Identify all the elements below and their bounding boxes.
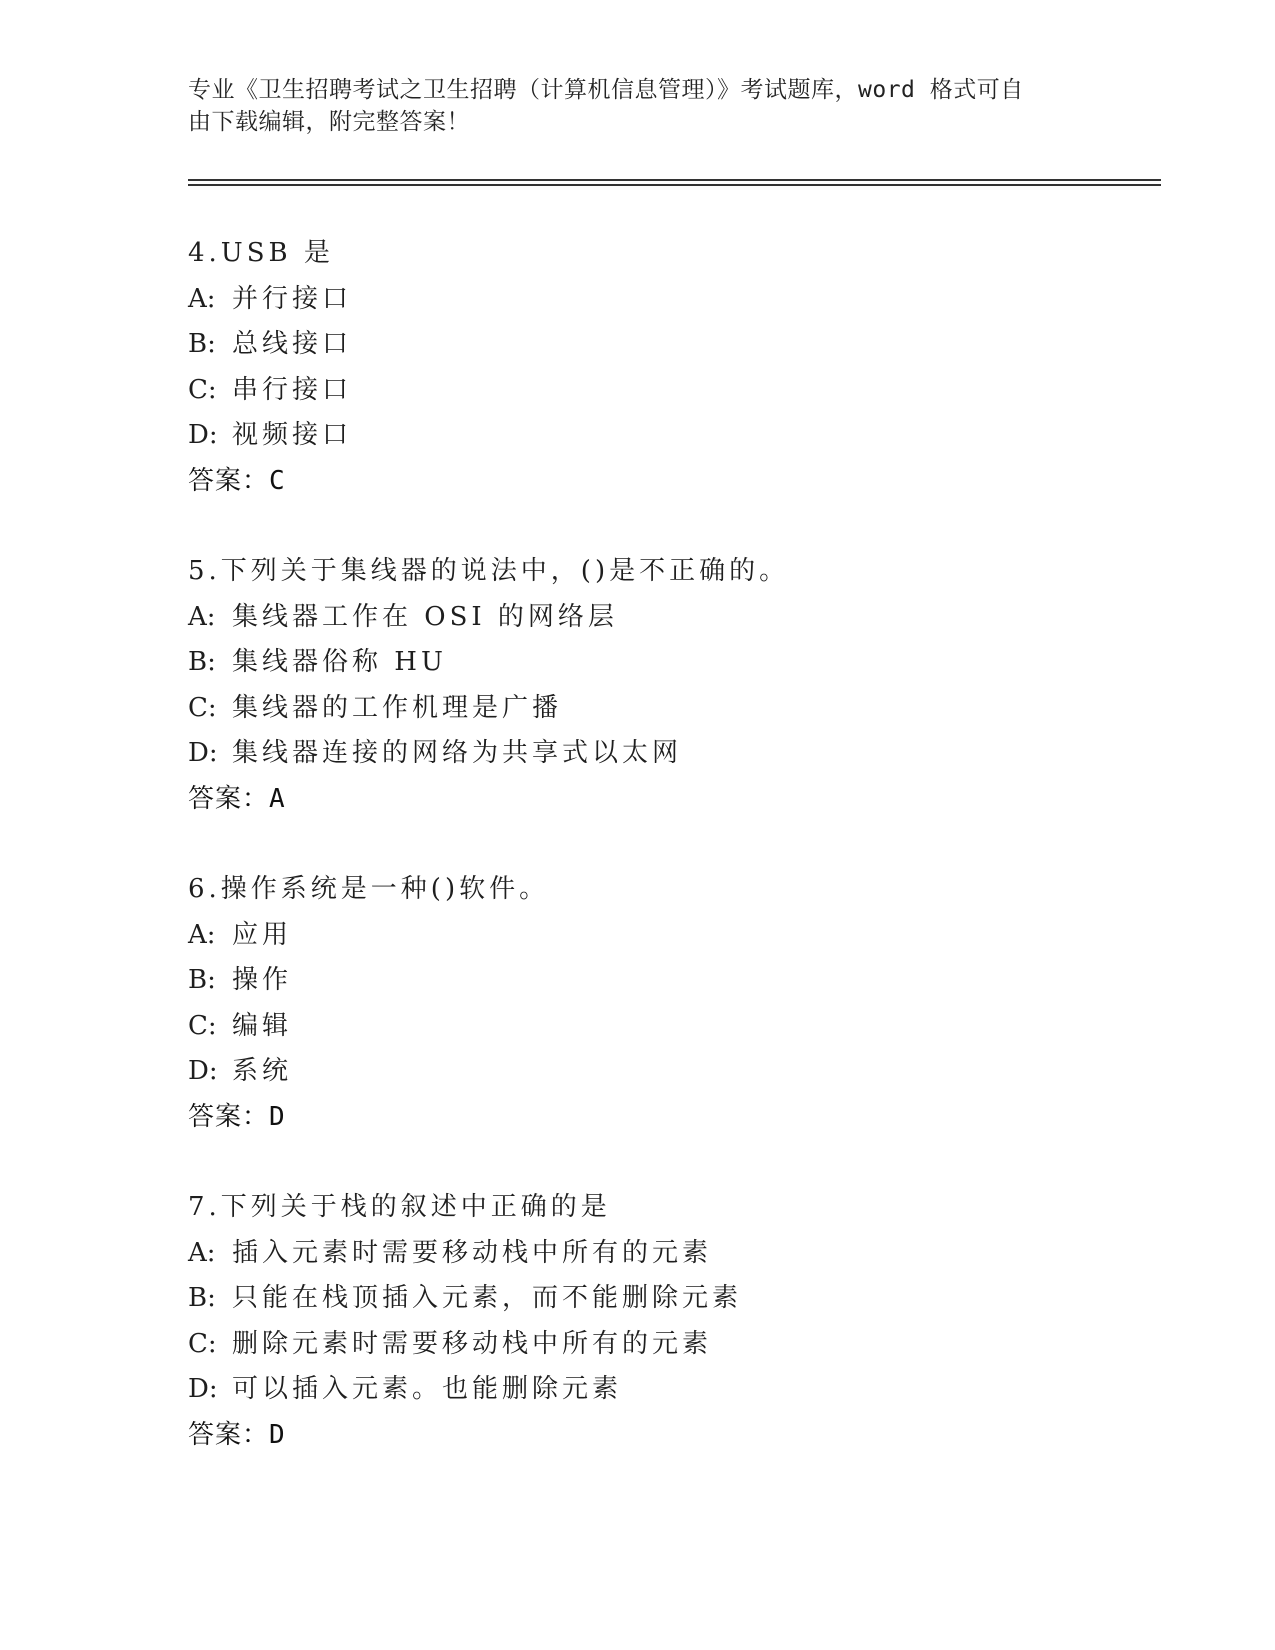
- option-b: [188, 958, 1188, 1004]
- header-divider-bottom: [188, 184, 1161, 186]
- option-letter: A:: [188, 919, 216, 950]
- answer-line: [188, 1095, 1188, 1141]
- option-a: [188, 277, 1188, 323]
- option-text: 集线器的工作机理是广播: [232, 692, 563, 723]
- option-text: 操作: [232, 965, 293, 995]
- header-line-1: 专业《卫生招聘考试之卫生招聘（计算机信息管理）》考试题库，word 格式可自: [188, 77, 1024, 103]
- option-text: 串行接口: [232, 374, 353, 405]
- option-d: [188, 1367, 1188, 1413]
- answer-label: 答案：: [188, 783, 270, 814]
- option-text: 集线器俗称 HU: [232, 647, 447, 677]
- option-letter: D:: [188, 738, 218, 768]
- option-letter: B:: [188, 1283, 216, 1313]
- option-letter: A:: [188, 601, 216, 632]
- question-stem: 5.下列关于集线器的说法中，()是不正确的。: [188, 556, 790, 586]
- answer-value: C: [269, 465, 286, 496]
- answer-line: [188, 777, 1188, 823]
- option-c: [188, 1322, 1188, 1368]
- answer-value: D: [269, 1101, 286, 1132]
- option-b: [188, 1276, 1188, 1322]
- option-text: 插入元素时需要移动栈中所有的元素: [232, 1237, 713, 1268]
- question-block: [188, 867, 1188, 1140]
- option-text: 编辑: [232, 1010, 293, 1041]
- document-header: [188, 74, 1088, 138]
- header-line-2: 由下载编辑，附完整答案！: [188, 109, 470, 135]
- option-text: 总线接口: [232, 329, 353, 359]
- option-text: 集线器工作在 OSI 的网络层: [232, 601, 618, 632]
- option-text: 集线器连接的网络为共享式以太网: [232, 738, 683, 768]
- question-stem: 4.USB 是: [188, 238, 334, 268]
- option-d: [188, 413, 1188, 459]
- option-text: 视频接口: [232, 420, 353, 450]
- option-letter: D:: [188, 420, 218, 450]
- option-c: [188, 368, 1188, 414]
- option-letter: A:: [188, 1237, 216, 1268]
- option-text: 删除元素时需要移动栈中所有的元素: [232, 1328, 713, 1359]
- option-letter: A:: [188, 283, 216, 314]
- option-d: [188, 731, 1188, 777]
- option-letter: D:: [188, 1374, 218, 1404]
- option-letter: B:: [188, 647, 216, 677]
- answer-label: 答案：: [188, 465, 270, 496]
- option-text: 只能在栈顶插入元素，而不能删除元素: [232, 1283, 743, 1313]
- option-c: [188, 1004, 1188, 1050]
- option-b: [188, 640, 1188, 686]
- option-text: 可以插入元素。也能删除元素: [232, 1374, 623, 1404]
- question-block: [188, 1185, 1188, 1458]
- option-b: [188, 322, 1188, 368]
- question-block: [188, 549, 1188, 822]
- answer-label: 答案：: [188, 1101, 270, 1132]
- option-a: [188, 913, 1188, 959]
- question-block: [188, 231, 1188, 504]
- option-letter: B:: [188, 965, 216, 995]
- answer-line: [188, 1413, 1188, 1459]
- option-a: [188, 595, 1188, 641]
- option-letter: C:: [188, 1328, 217, 1359]
- option-c: [188, 686, 1188, 732]
- option-letter: D:: [188, 1056, 218, 1086]
- option-text: 应用: [232, 919, 293, 950]
- answer-value: A: [269, 783, 286, 814]
- answer-line: [188, 459, 1188, 505]
- option-text: 系统: [232, 1056, 293, 1086]
- option-d: [188, 1049, 1188, 1095]
- question-stem: 6.操作系统是一种()软件。: [188, 874, 550, 904]
- option-letter: B:: [188, 329, 216, 359]
- option-a: [188, 1231, 1188, 1277]
- option-text: 并行接口: [232, 283, 353, 314]
- option-letter: C:: [188, 692, 217, 723]
- option-letter: C:: [188, 374, 217, 405]
- option-letter: C:: [188, 1010, 217, 1041]
- header-divider-top: [188, 179, 1161, 181]
- answer-value: D: [269, 1419, 286, 1450]
- answer-label: 答案：: [188, 1419, 270, 1450]
- question-stem: 7.下列关于栈的叙述中正确的是: [188, 1192, 611, 1222]
